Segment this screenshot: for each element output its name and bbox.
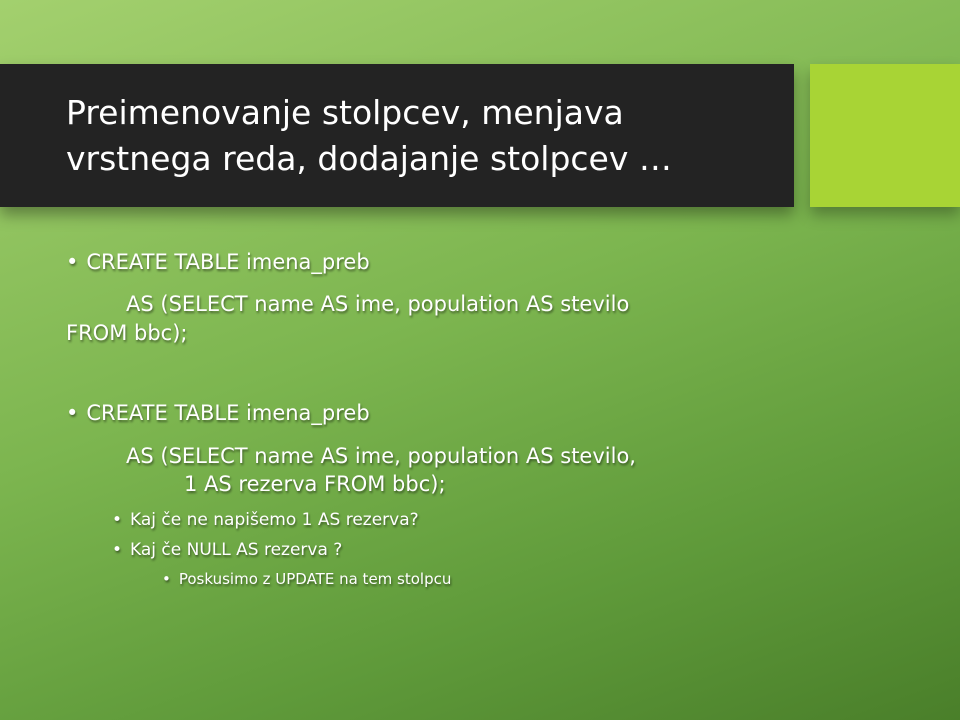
bullet-text: Kaj če NULL AS rezerva ? (130, 540, 343, 560)
bullet-text: Kaj če ne napišemo 1 AS rezerva? (130, 510, 419, 530)
slide-title-line-1: Preimenovanje stolpcev, menjava (66, 93, 624, 132)
bullet-2-continuation-2: 1 AS rezerva FROM bbc); (184, 472, 446, 496)
bullet-marker: • (162, 570, 171, 588)
bullet-item-2 (66, 400, 370, 426)
bullet-marker: • (112, 510, 123, 530)
bullet-text: CREATE TABLE imena_preb (86, 250, 370, 274)
bullet-2-continuation-1: AS (SELECT name AS ime, population AS stevilo, (126, 444, 636, 468)
bullet-marker: • (66, 401, 79, 425)
bullet-item-1 (66, 249, 370, 275)
bullet-1-continuation-1: AS (SELECT name AS ime, population AS stevilo (126, 292, 630, 316)
sub-bullet-item-2 (112, 539, 342, 561)
sub-sub-bullet-item-1 (162, 569, 451, 589)
slide-title-line-2: vrstnega reda, dodajanje stolpcev … (66, 139, 672, 178)
bullet-text: Poskusimo z UPDATE na tem stolpcu (178, 570, 452, 588)
bullet-marker: • (112, 540, 123, 560)
bullet-1-continuation-2: FROM bbc); (66, 321, 188, 345)
sub-bullet-item-1 (112, 509, 419, 531)
bullet-text: CREATE TABLE imena_preb (86, 401, 370, 425)
bullet-marker: • (66, 250, 79, 274)
